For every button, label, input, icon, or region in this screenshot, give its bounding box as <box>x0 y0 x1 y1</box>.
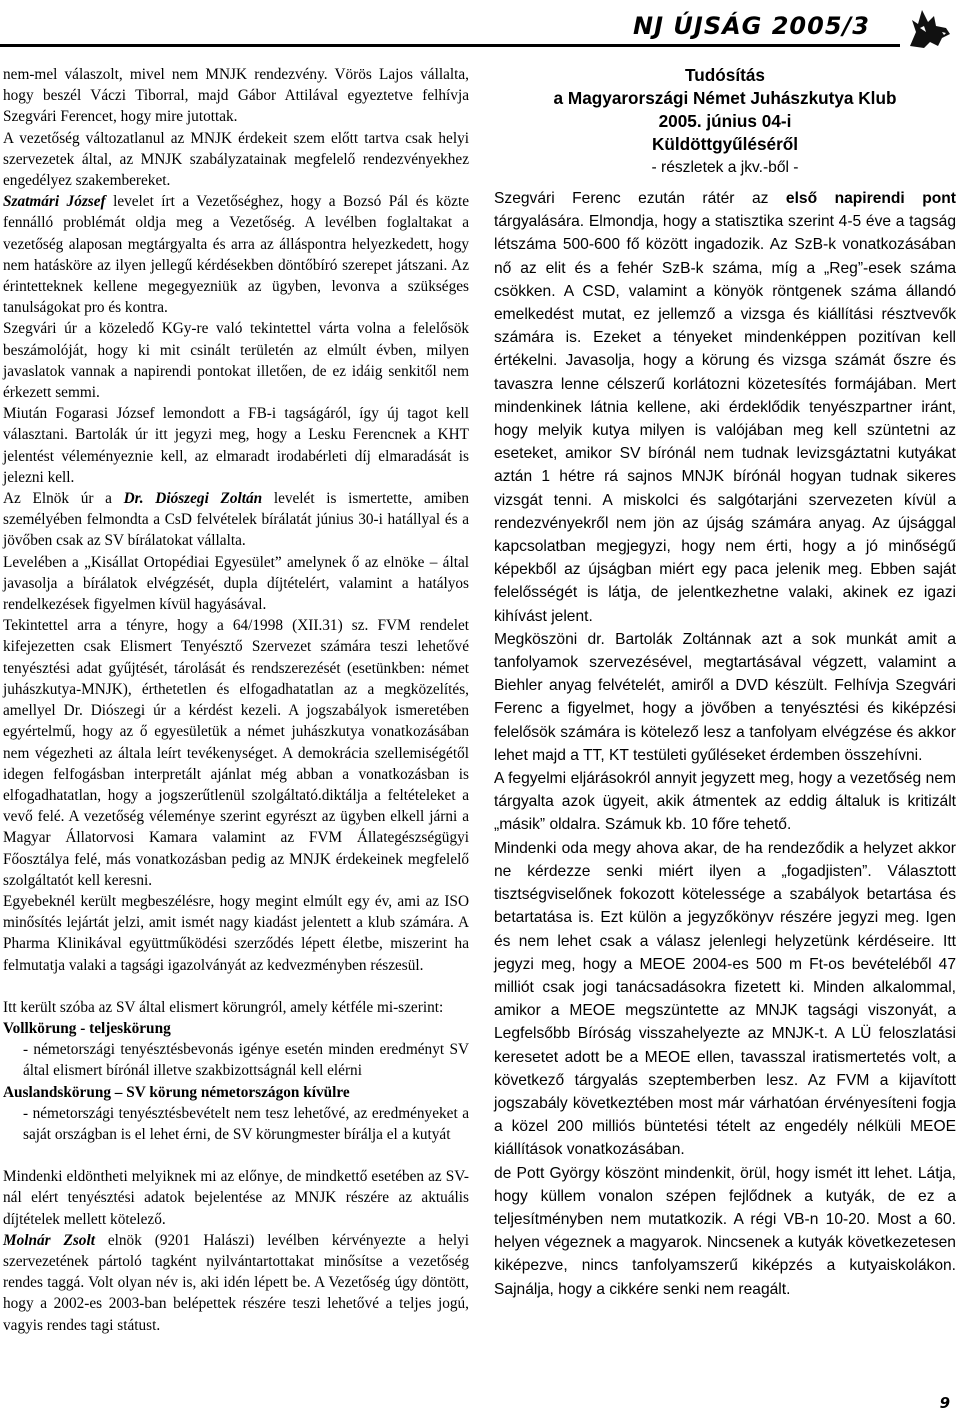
article-heading: Küldöttgyűléséről <box>651 134 799 154</box>
article-heading: a Magyarországi Német Juhászkutya Klub <box>553 88 897 108</box>
person-name: Dr. Diószegi Zoltán <box>123 490 263 508</box>
spacer <box>3 1145 469 1166</box>
paragraph <box>3 1230 469 1336</box>
paragraph: - németországi tenyésztésbevételt nem tesz lehetővé, az eredményeket a saját országban is el lehet érni, de SV körungmester bírálja el a kutyát <box>23 1104 469 1143</box>
bold-text: Auslandskörung – SV körung németországon kívülre <box>3 1083 350 1101</box>
spacer <box>3 976 469 997</box>
article-subheading: - részletek a jkv.-ből - <box>651 159 799 176</box>
right-column <box>494 64 956 1301</box>
page-number: 9 <box>939 1394 950 1412</box>
paragraph <box>494 187 956 628</box>
paragraph: Mindenki oda megy ahova akar, de ha rendeződik a helyzet akkor ne kérdezze senki miért ilyen a „fogadjisten”. Választott tisztségviselőnek fokozott kötelessége a szabályok betartása és betartatása is. Ezt külön a jegyzőkönyv részére jegyzi meg. Igen és nem lehet csak a válasz jelenlegi helyzetünk kérdéseire. Itt jegyzi meg, hogy a MEOE 2004-es 500 m Ft-os bevételéből 47 milliót csak jogi tanácsadásokra fizetett ki. Minden alkalommal, amikor a MEOE megszüntette az MNJK tagsági viszonyát, a Legfelsőbb Bíróság visszahelyezte az MNJK-t. A LÜ feloszlatási keresetet adott be a MEOE ellen, tavasszal iratismertetés volt, a következő tárgyalás szeptemberben lesz. Az FVM a kijavított jogszabály következtében most már várhatóan érvényesíteni fogja a közel 200 milliós büntetési tételt az engedély nélküli MEOE kiállítások vonatkozásában. <box>494 839 956 1159</box>
paragraph-text: elnök (9201 Halászi) levélben kérvényezte a helyi szervezetének pártoló tagként nyilvántartottakat minősítse a vezetőség rendes taggá. Volt olyan név is, aki idén lépett be. A Vezetőség úgy döntött, hogy a 2002-es 2003-ban belépettek részére teszi lehetővé a teljes jogú, vagyis rendes tagi státust. <box>3 1231 469 1334</box>
bold-text: első napirendi pont <box>785 190 956 207</box>
paragraph: - németországi tenyésztésbevonás igénye esetén minden eredményt SV által elismert bírónál illetve szakbizottságnál kell elérni <box>23 1041 469 1080</box>
paragraph: Levelében a „Kisállat Ortopédiai Egyesület” amelynek ő az elnöke – által javasolja a bírálatok elvégzését, dupla díjtételért, valamint a hatályos rendelkezések figyelmen kívül hagyásával. <box>3 553 469 614</box>
paragraph-text: Az Elnök úr a <box>3 490 124 508</box>
subheading <box>3 1018 469 1039</box>
page-header <box>0 0 960 62</box>
paragraph: de Pott György köszönt mindenkit, örül, hogy ismét itt lehet. Látja, hogy küllem vonalon szépen fejlődnek a kutyák, de ez a teljesítményben nem mutatkozik. A régi VB-n 10-20. Most a 60. helyen végeznek a magyarok. Nincsenek a kutyák következetesen kiképezve, nincs tanfolyamszerű kiképzés a kutyaiskolákon. Sajnálja, hogy a cikkére senki nem reagált. <box>494 1164 956 1298</box>
paragraph: Mindenki eldöntheti melyiknek mi az előnye, de mindkettő esetében az SV-nál elért tenyésztési adatok bejelentése az MNJK részére az aktuális díjtételek mellett kötelező. <box>3 1168 469 1228</box>
dog-head-icon <box>902 2 954 54</box>
paragraph: Miután Fogarasi József lemondott a FB-i tagságáról, így új tagot kell választani. Bartolák úr itt jegyzi meg, hogy a Lesku Ferencnek a KHT jelentést véleményeznie kell, az elmaradt irodabérleti díj elmaradását is jelezni kell. <box>3 405 469 486</box>
left-column <box>3 64 469 1336</box>
subheading <box>3 1082 469 1103</box>
paragraph: nem-mel válaszolt, mivel nem MNJK rendezvény. Vörös Lajos vállalta, hogy beszél Váczi Tiborral, majd Gábor Attilával egyeztetve felhívja Szegvári Ferencet, hogy mire jutottak. <box>3 66 469 126</box>
article-heading: 2005. június 04-i <box>658 111 792 131</box>
paragraph <box>3 488 469 552</box>
paragraph: Szegvári úr a közeledő KGy-re való tekintettel várta volna a felelősök beszámolóját, hogy ki mit csinált területén az elmúlt évben, milyen javaslatok vannak a napirendi pontokat illetően, de ez idáig senkitől nem érkezett semmi. <box>3 320 469 402</box>
person-name: Szatmári József <box>3 193 106 211</box>
paragraph: Tekintettel arra a tényre, hogy a 64/1998 (XII.31) sz. FVM rendelet kifejezetten csak Elismert Tenyésztő Szervezet számára teszi lehetővé tenyésztési adat gyűjtését, tárolását és rendszerezését (esetünkben: német juhászkutya-MNJK), érthetetlen és elfogadhatatlan az a megközelítés, amellyel Dr. Diószegi úr a kérdést kezeli. A jogszabályok ismeretében egyértelmű, hogy az ő egyesületük a német juhászkutya vonatkozásában nem végezheti az általa leírt tevékenységet. A demokrácia szellemiségétől idegen felfogásban interpretált ajánlat még abban a vonatkozásban is elfogadhatatlan, hogy a jogszerűtlenül szolgáltató.diktálja a feltételeket a vevő felé. A vezetőség véleménye szerint egyrészt az ügyben elkell járni a Magyar Állatorvosi Kamara valamint az FVM Állategészségügyi Főosztálya felé, más vonatkozásban pedig az MNJK érdekeinek megfelelő szolgáltatót kell keresni. <box>3 617 469 889</box>
paragraph: A vezetőség változatlanul az MNJK érdekeit szem előtt tartva csak helyi szervezetek által, az MNJK szabályzatainak megfelelő rendezvényekhez engedélyez szakembereket. <box>3 129 469 190</box>
paragraph: A fegyelmi eljárásokról annyit jegyzett meg, hogy a vezetőség nem tárgyalta azok ügyeit, akik átmentek az eddig általuk is kritizált „másik” oldalra. Számuk kb. 10 főre tehető. <box>494 770 956 834</box>
publication-title: NJ ÚJSÁG 2005/3 <box>633 12 870 40</box>
header-rule <box>0 44 900 47</box>
paragraph-text: Szegvári Ferenc ezután rátér az <box>494 190 786 207</box>
paragraph <box>3 191 469 318</box>
paragraph: Egyebeknél került megbeszélésre, hogy megint elmúlt egy év, ami az ISO minősítés lejártát jelzi, amit ismét nagy kiadást jelentett a klub számára. A Pharma Klinikával együttműködési szerződés lépett életbe, miszerint ha felmutatja valaki a tagsági igazolványát az kedvezményben részesül. <box>3 892 469 974</box>
paragraph: Megköszöni dr. Bartolák Zoltánnak azt a sok munkát amit a tanfolyamok szervezésével, megtartásával végzett, valamint a Biehler anyag felvételét, amiről a DVD készült. Felhívja Szegvári Ferenc a figyelmet, hogy a jövőben a tenyésztési és kiképzési felelősök számára is kötelező lesz a tanfolyam elvégzése és akkor lehet majd a TT, KT testületi gyűléseket érdemben összehívni. <box>494 630 956 764</box>
person-name: Molnár Zsolt <box>3 1231 95 1249</box>
paragraph: Itt került szóba az SV által elismert körungról, amely kétféle mi-szerint: <box>3 998 444 1016</box>
paragraph-text: tárgyalására. Elmondja, hogy a statisztika szerint 4-5 éve a tagság létszáma 500-600 fő között ingadozik. Az SzB-k vonatkozásában nő az elit és a fehér SzB-k száma, míg a „Reg”-esek száma csökken. A CSD, valamint a könyök röntgenek száma állandó emelkedést mutat, ez jellemző a vizsga és kiállítási résztvevők számára is. Ezeket a tényeket mindenképpen pozitívan kell értékelni. Javasolja, hogy a körung és vizsga számát őszre és tavaszra lenne célszerű korlátozni közetesítés formájában. Mert mindenkinek látnia kellene, aki érdeklődik tenyészpartner iránt, hogy melyik kutya milyen is valójában meg kell szüntetni az eseteket, amikor SV bírónál nem tudnak levizsgáztatni kutyákat aztán 1 hétre rá sajnos MNJK bírónál hogyan tudnak sikeres vizsgát tenni. A miskolci és salgótarjáni szervezeten kívül a rendezvényekről nem jön az újság számára anyag. Az újsággal kapcsolatban megjegyzi, hogy nem érti, hogy a jó minőségű képekből az újságban miért egy paca jelenik meg. Ebben saját felelősségét is látja, de jelentkezhetne valaki, akinek ez igazi kihívást jelent. <box>494 213 956 625</box>
article-heading: Tudósítás <box>685 65 765 85</box>
bold-text: Vollkörung - teljeskörung <box>3 1019 171 1037</box>
paragraph-text: levelet írt a Vezetőséghez, hogy a Bozsó Pál és közte fennálló problémát oldja meg a Vezetőség. A levélben foglaltakat a vezetőség alaposan megtárgyalta és arra az álláspontra helyezkedett, hogy nem hatásköre az ilyen jellegű kérdésekben döntőbíró szerepet játszani. Az érintetteknek kellene megegyezniük az ügyben, levonva a szükséges tanulságokat pro és kontra. <box>3 193 469 317</box>
paragraph-text: levelét is ismertette, amiben személyében felmondta a CsD felvételek bírálatát június 30-i hatállyal és a jövőben csak az SV bírálatokat vállalta. <box>3 490 469 550</box>
